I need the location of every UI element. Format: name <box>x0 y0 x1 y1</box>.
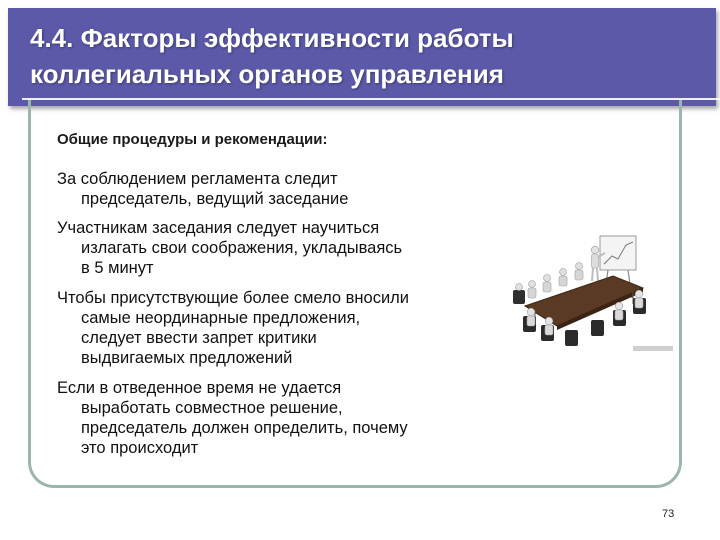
title-line-1: 4.4. Факторы эффективности работы <box>30 23 514 53</box>
recommendation-4 <box>57 378 497 458</box>
rec-3-line-1: Чтобы присутствующие более смело вносили <box>57 289 410 307</box>
rec-2-line-2: излагать свои соображения, укладываясь <box>81 239 403 257</box>
slide-title <box>30 20 670 92</box>
rec-4-line-1: Если в отведенное время не удается <box>57 379 342 397</box>
recommendation-2 <box>57 218 497 278</box>
meeting-illustration <box>505 232 680 362</box>
rec-1-line-2: председатель, ведущий заседание <box>81 190 349 208</box>
rec-2-line-1: Участникам заседания следует научиться <box>57 219 380 237</box>
recommendation-1 <box>57 169 497 209</box>
rec-4-line-3: председатель должен определить, почему <box>81 419 408 437</box>
rec-3-line-2: самые неординарные предложения, <box>81 309 361 327</box>
rec-3-line-3: следует ввести запрет критики <box>81 329 317 347</box>
page-number: 73 <box>662 508 675 520</box>
watermark-logo <box>633 346 673 351</box>
rec-4-line-2: выработать совместное решение, <box>81 399 343 417</box>
section-subtitle: Общие процедуры и рекомендации: <box>57 131 328 148</box>
rec-4-line-4: это происходит <box>81 439 199 457</box>
rec-3-line-4: выдвигаемых предложений <box>81 349 293 367</box>
rec-2-line-3: в 5 минут <box>81 259 154 277</box>
rec-1-line-1: За соблюдением регламента следит <box>57 170 338 188</box>
recommendation-3 <box>57 288 497 368</box>
title-line-2: коллегиальных органов управления <box>30 59 504 89</box>
title-bar <box>8 8 716 106</box>
